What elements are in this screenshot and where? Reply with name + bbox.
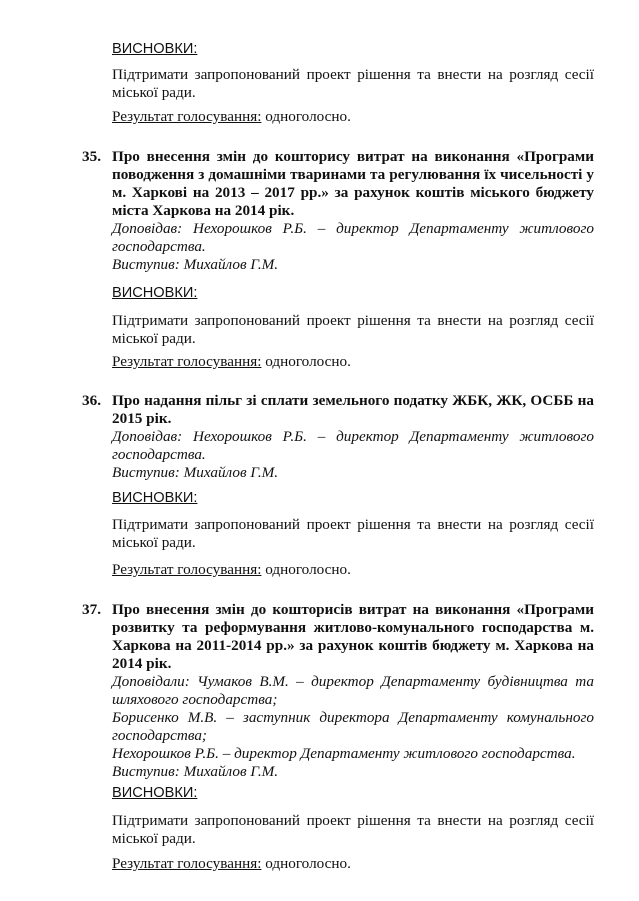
conclusion-text: Підтримати запропонований проект рішення та внести на розгляд сесії міської ради. xyxy=(112,812,594,847)
agenda-item-36 xyxy=(82,392,594,482)
vote-result xyxy=(112,108,594,126)
conclusions-heading: ВИСНОВКИ: xyxy=(112,785,198,801)
item-number: 36. xyxy=(82,392,101,409)
item-speaker: Доповідали: Чумаков В.М. – директор Департаменту будівництва та шляхового господарства; xyxy=(112,673,594,708)
item-speaker: Виступив: Михайлов Г.М. xyxy=(112,256,279,273)
vote-label: Результат голосування: xyxy=(112,353,262,370)
item-speaker: Борисенко М.В. – заступник директора Департаменту комунального господарства; xyxy=(112,709,594,744)
conclusions-heading: ВИСНОВКИ: xyxy=(112,41,198,57)
vote-value: одноголосно. xyxy=(261,561,351,578)
item-speaker: Нехорошков Р.Б. – директор Департаменту житлового господарства. xyxy=(112,745,576,762)
vote-value: одноголосно. xyxy=(261,353,351,370)
vote-result xyxy=(112,353,594,371)
vote-label: Результат голосування: xyxy=(112,855,262,872)
vote-label: Результат голосування: xyxy=(112,108,262,125)
item-title: Про надання пільг зі сплати земельного податку ЖБК, ЖК, ОСББ на 2015 рік. xyxy=(112,392,594,427)
item-speaker: Доповідав: Нехорошков Р.Б. – директор Департаменту житлового господарства. xyxy=(112,220,594,255)
item-title: Про внесення змін до кошторису витрат на виконання «Програми поводження з домашніми тваринами та регулювання їх чисельності у м. Харкові на 2013 – 2017 рр.» за рахунок коштів міського бюджету міста Харкова на 2014 рік. xyxy=(112,148,594,219)
vote-result xyxy=(112,561,594,579)
item-speaker: Доповідав: Нехорошков Р.Б. – директор Департаменту житлового господарства. xyxy=(112,428,594,463)
vote-value: одноголосно. xyxy=(261,855,351,872)
item-speaker: Виступив: Михайлов Г.М. xyxy=(112,464,279,481)
agenda-item-35 xyxy=(82,148,594,274)
agenda-item-37 xyxy=(82,601,594,781)
conclusions-heading: ВИСНОВКИ: xyxy=(112,285,198,301)
item-number: 37. xyxy=(82,601,101,618)
vote-result xyxy=(112,855,594,873)
vote-label: Результат голосування: xyxy=(112,561,262,578)
conclusions-heading: ВИСНОВКИ: xyxy=(112,490,198,506)
conclusion-text: Підтримати запропонований проект рішення та внести на розгляд сесії міської ради. xyxy=(112,312,594,347)
vote-value: одноголосно. xyxy=(261,108,351,125)
item-title: Про внесення змін до кошторисів витрат на виконання «Програми розвитку та реформування житлово-комунального господарства м. Харкова на 2011-2014 рр.» за рахунок коштів бюджету м. Харкова на 2014 рік. xyxy=(112,601,594,672)
item-number: 35. xyxy=(82,148,101,165)
item-speaker: Виступив: Михайлов Г.М. xyxy=(112,763,279,780)
conclusion-text: Підтримати запропонований проект рішення та внести на розгляд сесії міської ради. xyxy=(112,516,594,551)
conclusion-text: Підтримати запропонований проект рішення та внести на розгляд сесії міської ради. xyxy=(112,66,594,101)
